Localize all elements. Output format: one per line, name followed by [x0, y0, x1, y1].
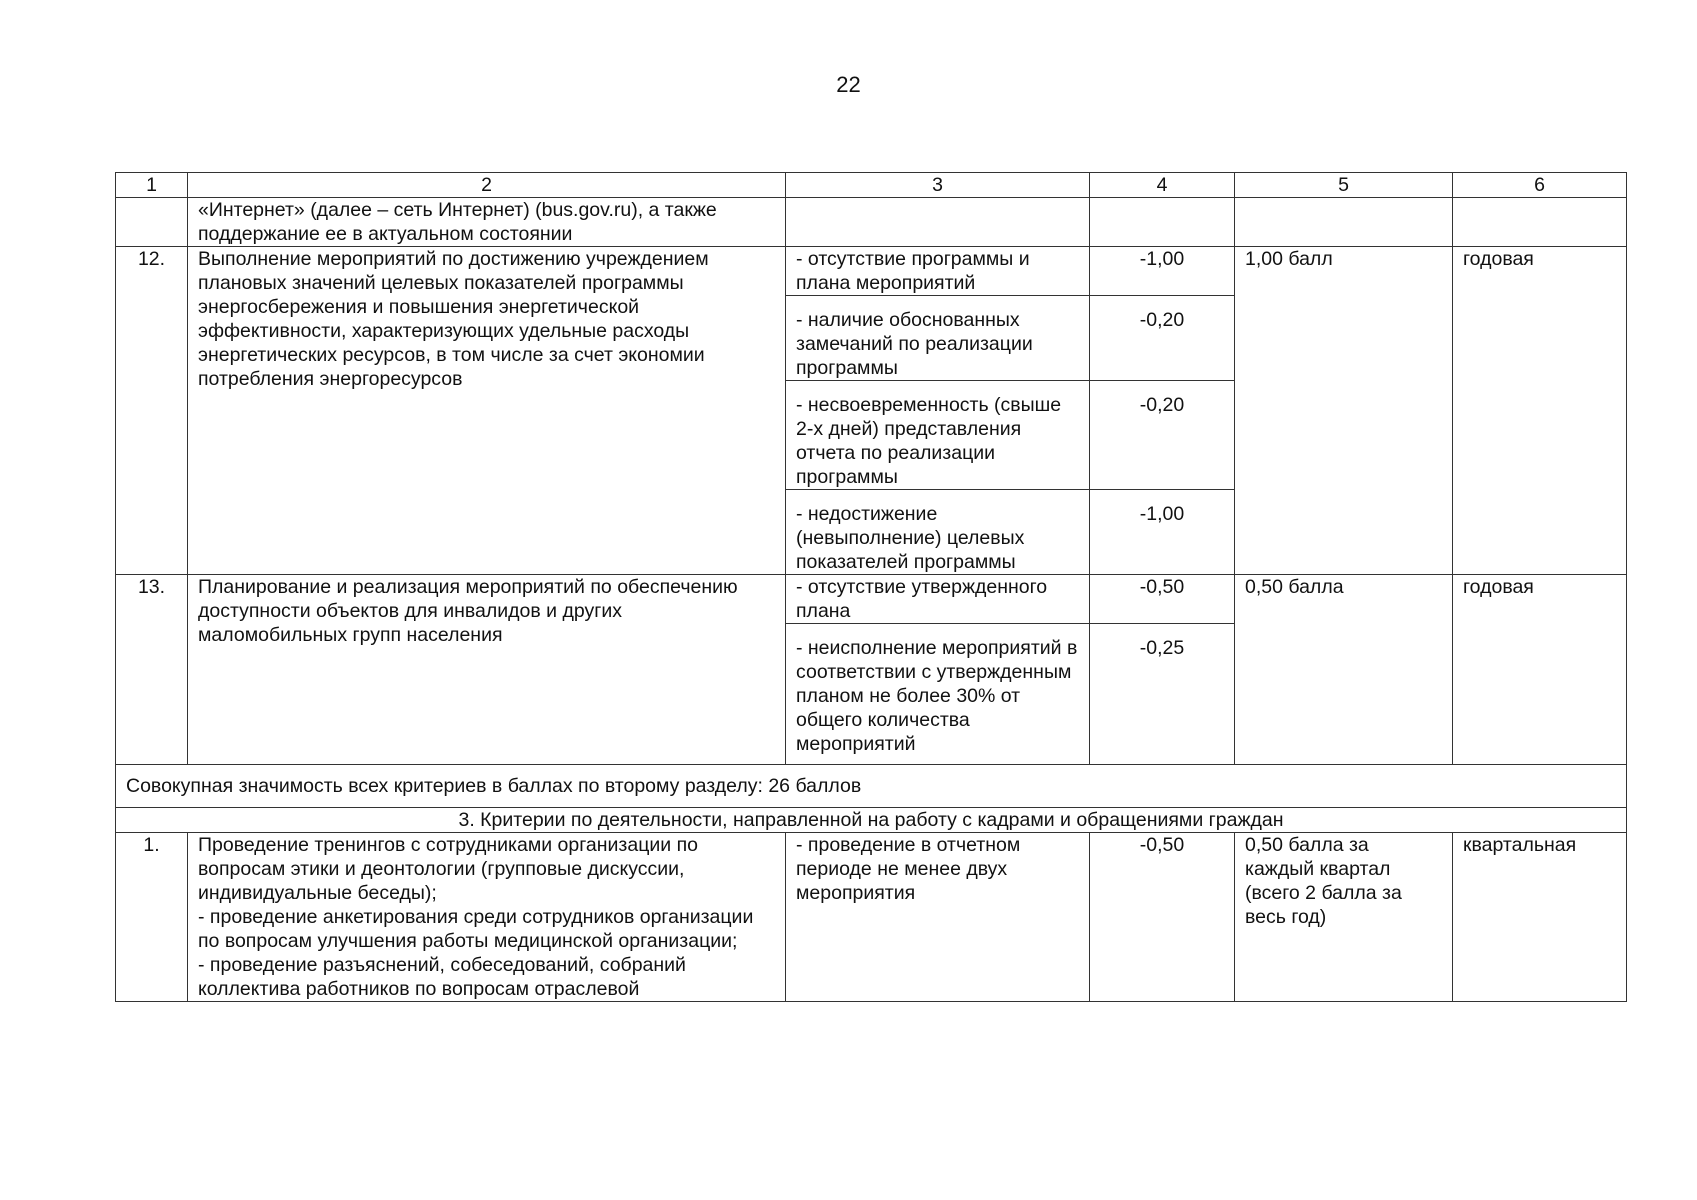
table-row — [116, 833, 1627, 1002]
max-points-cell — [1235, 198, 1453, 247]
periodicity-cell — [1453, 198, 1627, 247]
max-points-cell: 0,50 балла за каждый квартал (всего 2 балла за весь год) — [1235, 833, 1453, 1002]
criteria-table — [115, 172, 1627, 1002]
criterion-cell: Проведение тренингов с сотрудниками организации по вопросам этики и деонтологии (групповые дискуссии, индивидуальные беседы); - проведение анкетирования среди сотрудников организации по вопросам улучшения работы медицинской организации; - проведение разъяснений, собеседований, собраний коллектива работников по вопросам отраслевой — [188, 833, 786, 1002]
page-number: 22 — [836, 72, 861, 97]
condition-cell: - отсутствие программы и плана мероприятий — [786, 247, 1090, 296]
score-cell: -1,00 — [1090, 490, 1235, 575]
column-header: 6 — [1453, 173, 1627, 198]
condition-cell: - проведение в отчетном периоде не менее двух мероприятия — [786, 833, 1090, 1002]
score-cell: -0,50 — [1090, 575, 1235, 624]
score-cell: -1,00 — [1090, 247, 1235, 296]
column-header: 2 — [188, 173, 786, 198]
row-number-cell: 13. — [116, 575, 188, 765]
row-number-cell: 12. — [116, 247, 188, 575]
condition-cell: - неисполнение мероприятий в соответствии с утвержденным планом не более 30% от общего количества мероприятий — [786, 624, 1090, 765]
score-cell: -0,50 — [1090, 833, 1235, 1002]
score-cell: -0,20 — [1090, 296, 1235, 381]
column-header: 4 — [1090, 173, 1235, 198]
row-number-cell — [116, 198, 188, 247]
condition-cell — [786, 198, 1090, 247]
section-total: Совокупная значимость всех критериев в баллах по второму разделу: 26 баллов — [116, 765, 1627, 808]
condition-cell: - недостижение (невыполнение) целевых показателей программы — [786, 490, 1090, 575]
criterion-cell: Планирование и реализация мероприятий по обеспечению доступности объектов для инвалидов и других маломобильных групп населения — [188, 575, 786, 765]
score-cell: -0,25 — [1090, 624, 1235, 765]
periodicity-cell: годовая — [1453, 247, 1627, 575]
section-title-row — [116, 808, 1627, 833]
column-header-row — [116, 173, 1627, 198]
section-title: 3. Критерии по деятельности, направленной на работу с кадрами и обращениями граждан — [116, 808, 1627, 833]
max-points-cell: 1,00 балл — [1235, 247, 1453, 575]
column-header: 3 — [786, 173, 1090, 198]
condition-cell: - отсутствие утвержденного плана — [786, 575, 1090, 624]
periodicity-cell: годовая — [1453, 575, 1627, 765]
row-number-cell: 1. — [116, 833, 188, 1002]
condition-cell: - наличие обоснованных замечаний по реализации программы — [786, 296, 1090, 381]
column-header: 1 — [116, 173, 188, 198]
score-cell — [1090, 198, 1235, 247]
column-header: 5 — [1235, 173, 1453, 198]
score-cell: -0,20 — [1090, 381, 1235, 490]
criterion-cell: Выполнение мероприятий по достижению учреждением плановых значений целевых показателей программы энергосбережения и повышения энергетической эффективности, характеризующих удельные расходы энергетических ресурсов, в том числе за счет экономии потребления энергоресурсов — [188, 247, 786, 575]
section-total-row — [116, 765, 1627, 808]
condition-cell: - несвоевременность (свыше 2-х дней) представления отчета по реализации программы — [786, 381, 1090, 490]
max-points-cell: 0,50 балла — [1235, 575, 1453, 765]
criterion-cell: «Интернет» (далее – сеть Интернет) (bus.gov.ru), а также поддержание ее в актуальном состоянии — [188, 198, 786, 247]
periodicity-cell: квартальная — [1453, 833, 1627, 1002]
continuation-row — [116, 198, 1627, 247]
table-row — [116, 575, 1627, 624]
table-row — [116, 247, 1627, 296]
